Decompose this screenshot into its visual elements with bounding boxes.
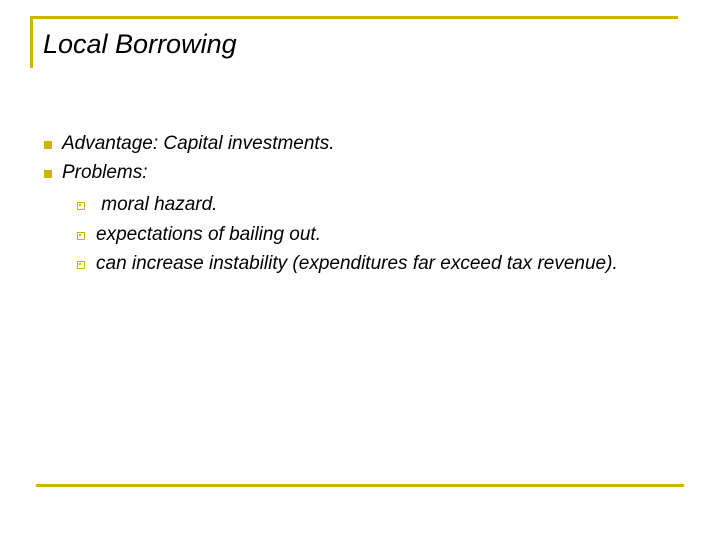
bullet-item <box>0 159 720 187</box>
bullet-item <box>0 130 720 158</box>
sub-bullet-item <box>0 191 720 219</box>
slide-title: Local Borrowing <box>43 29 237 59</box>
sub-bullet-item <box>0 250 720 278</box>
frame-left-rule <box>30 16 33 68</box>
filled-square-bullet-icon <box>44 141 52 149</box>
bullet-text: Problems: <box>62 162 148 183</box>
sub-bullet-text: moral hazard. <box>96 194 218 215</box>
frame-bottom-rule <box>36 484 684 487</box>
sub-bullet-text: can increase instability (expenditures far exceed tax revenue). <box>96 253 618 274</box>
sub-bullet-item <box>0 221 720 249</box>
hollow-square-bullet-icon <box>77 232 85 240</box>
hollow-square-bullet-icon <box>77 202 85 210</box>
frame-top-rule <box>30 16 678 19</box>
sub-bullet-text: expectations of bailing out. <box>96 224 321 245</box>
bullet-text: Advantage: Capital investments. <box>62 133 335 154</box>
hollow-square-bullet-icon <box>77 261 85 269</box>
filled-square-bullet-icon <box>44 170 52 178</box>
